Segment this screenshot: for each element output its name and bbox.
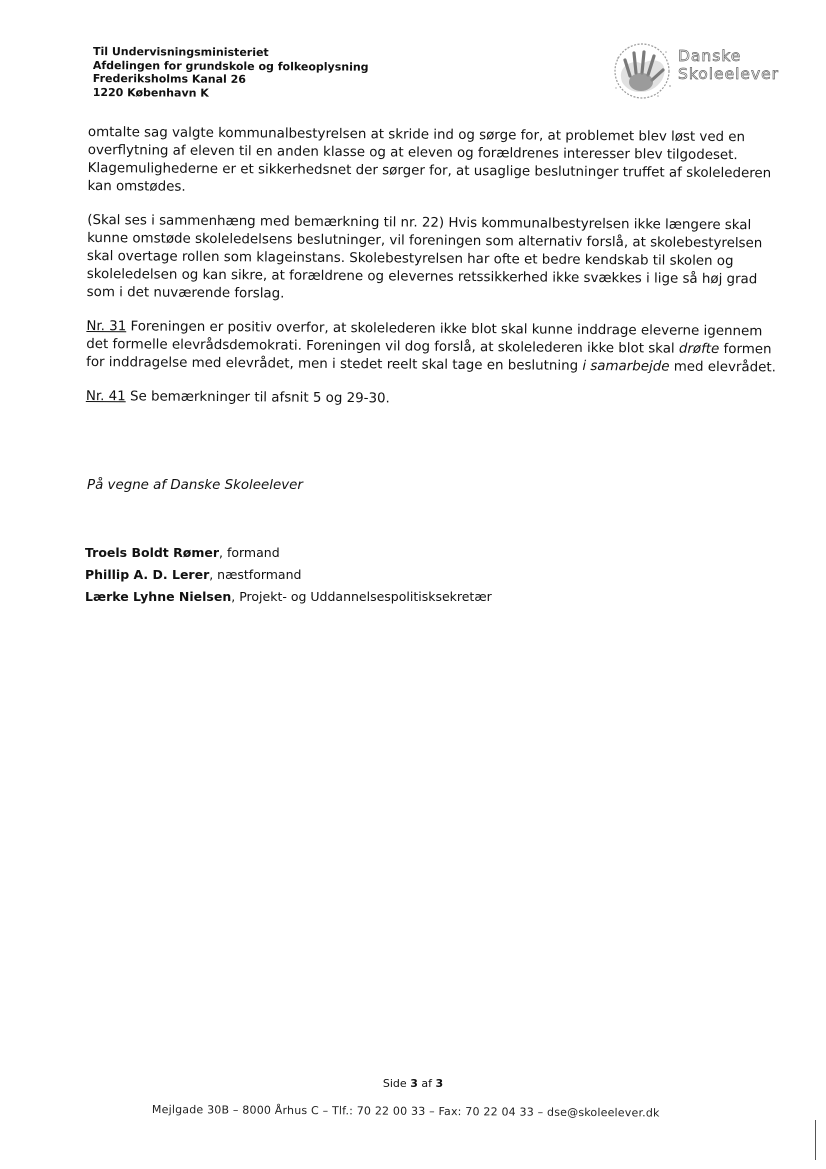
signatory-name: Troels Boldt Rømer — [85, 545, 220, 560]
logo-text-line-2: Skoleelever — [678, 65, 780, 83]
hand-print-icon — [608, 40, 678, 102]
recipient-line-4: 1220 København K — [92, 85, 209, 100]
signatory-role: , næstformand — [209, 567, 302, 582]
paragraph-1: omtalte sag valgte kommunalbestyrelsen at skride ind og sørge for, at problemet blev løst ved en overflytning af eleven til en anden klasse og at eleven og forældrenes interesser blev tilgodeset. Klagemulighederne er et sikkerhedsnet der sørger for, at usaglige beslutninger truffet af skolelederen kan omstødes. — [87, 124, 772, 195]
paragraph-2: (Skal ses i sammenhæng med bemærkning til nr. 22) Hvis kommunalbestyrelsen ikke længere skal kunne omstøde skoleledelsens beslutninger, vil foreningen som alternativ forslå, at skolebestyrelsen skal overtage rollen som klageinstans. Skolebestyrelsen har ofte et bedre kendskab til skolen og skoleledelsen og kan sikre, at forældrene og elevernes retssikkerhed ikke svækkes i lige så høj grad som i det nuværende forslag. — [86, 212, 763, 302]
recipient-address — [93, 45, 369, 101]
recipient-line-1: Til Undervisningsministeriet — [92, 45, 269, 60]
letter-body — [86, 124, 778, 427]
closing-line: På vegne af Danske Skoleelever — [87, 478, 303, 493]
page-number: Side 3 af 3 — [382, 1077, 444, 1090]
recipient-line-3: Frederiksholms Kanal 26 — [92, 71, 247, 86]
paragraph-3 — [86, 318, 776, 377]
signatory-1 — [85, 542, 492, 564]
logo-wordmark — [678, 47, 779, 83]
organization-logo — [608, 40, 793, 102]
reference-nr-41: Nr. 41 — [85, 388, 126, 405]
paragraph-4 — [86, 388, 776, 411]
footer-contact-line: Mejlgade 30B – 8000 Århus C – Tlf.: 70 22 00 33 – Fax: 70 22 04 33 – dse@skoleelever.dk — [151, 1103, 660, 1120]
paragraph-3-text-a: Foreningen er positiv overfor, at skolelederen ikke blot skal kunne inddrage eleverne igennem det formelle elevrådsdemokrati. Foreningen vil dog forslå, at skolelederen ikke blot skal — [86, 319, 763, 357]
signatory-2 — [85, 564, 492, 586]
scan-edge-mark — [815, 1120, 816, 1160]
emphasis-i-samarbejde: i samarbejde — [582, 358, 670, 375]
reference-nr-31: Nr. 31 — [86, 318, 127, 335]
paragraph-3-text-c: med elevrådet. — [669, 359, 776, 376]
paragraph-3-text-b: formen for inddragelse med elevrådet, men i stedet reelt skal tage en beslutning — [86, 341, 772, 374]
signatory-list — [85, 542, 492, 608]
recipient-line-2: Afdelingen for grundskole og folkeoplysning — [92, 58, 369, 74]
signatory-name: Phillip A. D. Lerer — [85, 567, 210, 582]
logo-text-line-1: Danske — [678, 47, 742, 65]
signatory-3 — [85, 586, 492, 608]
signatory-role: , Projekt- og Uddannelsespolitisksekretær — [231, 589, 492, 604]
paragraph-4-text: Se bemærkninger til afsnit 5 og 29-30. — [125, 389, 390, 407]
signatory-role: , formand — [219, 545, 280, 560]
signatory-name: Lærke Lyhne Nielsen — [85, 589, 232, 604]
emphasis-drofte: drøfte — [678, 341, 720, 357]
